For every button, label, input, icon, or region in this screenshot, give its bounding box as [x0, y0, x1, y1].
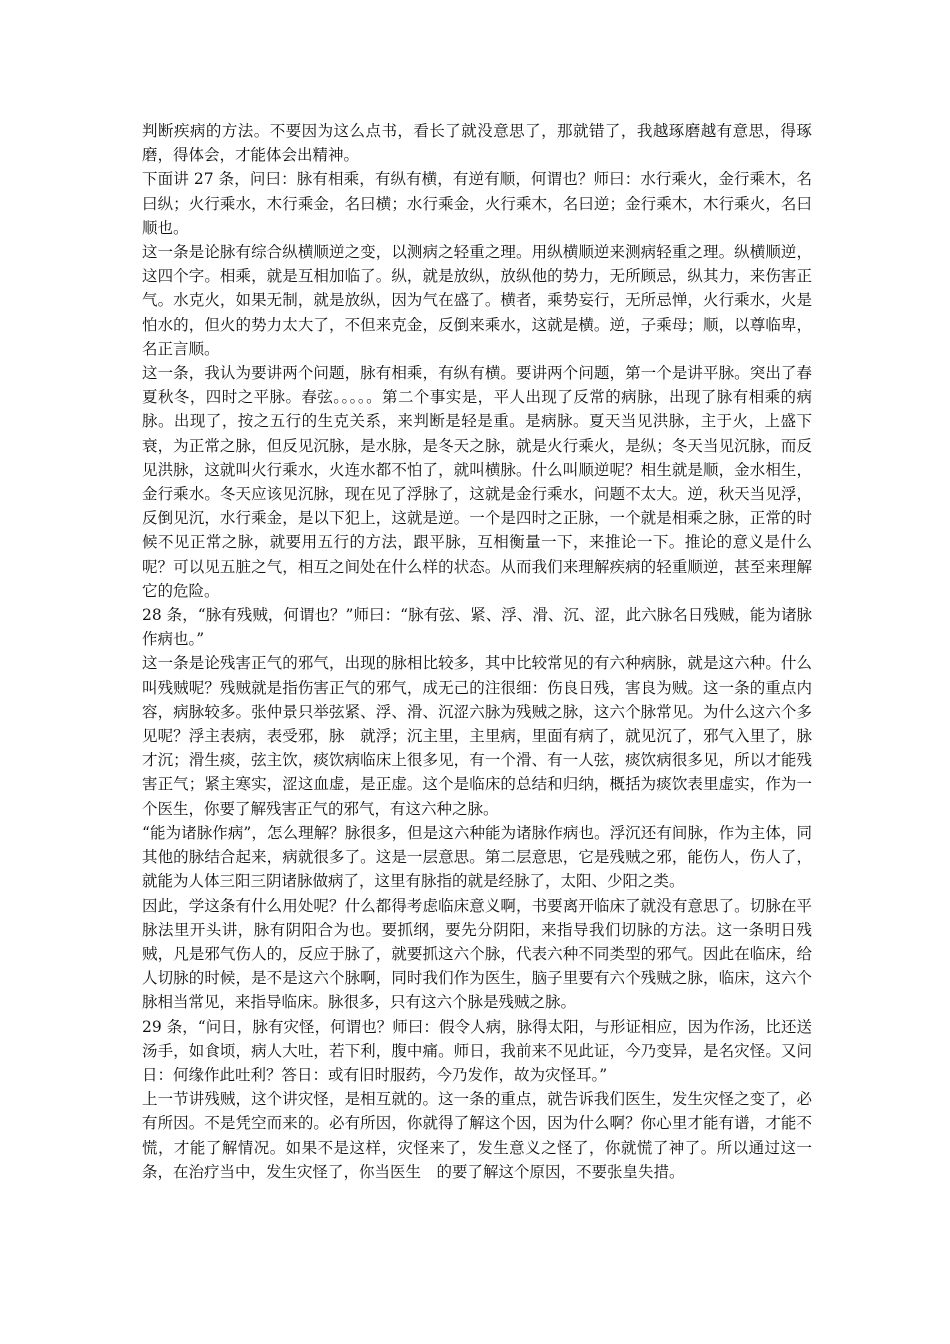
paragraph-3: 这一条是论脉有综合纵横顺逆之变，以测病之轻重之理。用纵横顺逆来测病轻重之理。纵横顺逆，这四个字。相乘，就是互相加临了。纵，就是放纵，放纵他的势力，无所顾忌，纵其力，来伤害正气。水克火，如果无制，就是放纵，因为气在盛了。横者，乘势妄行，无所忌惮，火行乘水，火是怕水的，但火的势力太大了，不但来克金，反倒来乘水，这就是横。逆，子乘母；顺，以尊临卑，名正言顺。	[142, 243, 812, 358]
paragraph-8: 因此，学这条有什么用处呢？什么都得考虑临床意义啊，书要离开临床了就没有意思了。切脉在平脉法里开头讲，脉有阴阳合为也。要抓纲，要先分阴阳，来指导我们切脉的方法。这一条明日残贼，凡是邪气伤人的，反应于脉了，就要抓这六个脉，代表六种不同类型的邪气。因此在临床，给人切脉的时候，是不是这六个脉啊，同时我们作为医生，脑子里要有六个残贼之脉，临床，这六个脉相当常见，来指导临床。脉很多，只有这六个脉是残贼之脉。	[142, 896, 812, 1012]
paragraph-5: 28 条，“脉有残贼，何谓也？”师曰：“脉有弦、紧、浮、滑、沉、涩，此六脉名日残贼，能为诸脉作病也。”	[142, 606, 812, 649]
paragraph-9: 29 条，“问日，脉有灾怪，何谓也？师曰：假令人病，脉得太阳，与形证相应，因为作汤，比还送汤手，如食顷，病人大吐，若下利，腹中痛。师日，我前来不见此证，今乃变异，是名灾怪。又问日：何缘作此吐利？答日：或有旧时服药，今乃发作，故为灾怪耳。”	[142, 1017, 812, 1084]
paragraph-1: 判断疾病的方法。不要因为这么点书，看长了就没意思了，那就错了，我越琢磨越有意思，得琢磨，得体会，才能体会出精神。	[142, 122, 812, 165]
paragraph-2: 下面讲 27 条，问曰：脉有相乘，有纵有横，有逆有顺，何谓也？师曰：水行乘火，金行乘木，名曰纵；火行乘水，木行乘金，名曰横；水行乘金，火行乘木，名曰逆；金行乘木，木行乘火，名曰顺也。	[142, 170, 812, 237]
paragraph-7: “能为诸脉作病”，怎么理解？脉很多，但是这六种能为诸脉作病也。浮沉还有间脉，作为主体，同其他的脉结合起来，病就很多了。这是一层意思。第二层意思，它是残贼之邪，能伤人，伤人了，就能为人体三阳三阴诸脉做病了，这里有脉指的就是经脉了，太阳、少阳之类。	[142, 823, 812, 891]
paragraph-10: 上一节讲残贼，这个讲灾怪，是相互就的。这一条的重点，就告诉我们医生，发生灾怪之变了，必有所因。不是凭空而来的。必有所因，你就得了解这个因，因为什么啊？你心里才能有谱，才能不慌，才能了解情况。如果不是这样，灾怪来了，发生意义之怪了，你就慌了神了。所以通过这一条，在治疗当中，发生灾怪了，你当医生 的要了解这个原因，不要张皇失措。	[142, 1090, 812, 1181]
document-body	[142, 119, 828, 1184]
paragraph-4: 这一条，我认为要讲两个问题，脉有相乘，有纵有横。要讲两个问题，第一个是讲平脉。突出了春夏秋冬，四时之平脉。春弦。。。。。第二个事实是，平人出现了反常的病脉，出现了脉有相乘的病脉。出现了，按之五行的生克关系，来判断是轻是重。是病脉。夏天当见洪脉，主于火，上盛下衰，为正常之脉，但反见沉脉，是水脉，是冬天之脉，就是火行乘火，是纵；冬天当见沉脉，而反见洪脉，这就叫火行乘水，火连水都不怕了，就叫横脉。什么叫顺逆呢？相生就是顺，金水相生，金行乘水。冬天应该见沉脉，现在见了浮脉了，这就是金行乘水，问题不太大。逆，秋天当见浮，反倒见沉，水行乘金，是以下犯上，这就是逆。一个是四时之正脉，一个就是相乘之脉，正常的时候不见正常之脉，就要用五行的方法，跟平脉，互相衡量一下，来推论一下。推论的意义是什么呢？可以见五脏之气，相互之间处在什么样的状态。从而我们来理解疾病的轻重顺逆，甚至来理解它的危险。	[142, 364, 812, 600]
paragraph-6: 这一条是论残害正气的邪气，出现的脉相比较多，其中比较常见的有六种病脉，就是这六种。什么叫残贼呢？残贼就是指伤害正气的邪气，成无己的注很细：伤良日残，害良为贼。这一条的重点内容，病脉较多。张仲景只举弦紧、浮、滑、沉涩六脉为残贼之脉，这六个脉常见。为什么这六个多见呢？浮主表病，表受邪，脉 就浮；沉主里，主里病，里面有病了，就见沉了，邪气入里了，脉 才沉；滑生痰，弦主饮，痰饮病临床上很多见，有一个滑、有一人弦，痰饮病很多见，所以才能残害正气；紧主寒实，涩这血虚，是正虚。这个是临床的总结和归纳，概括为痰饮表里虚实，作为一个医生，你要了解残害正气的邪气，有这六种之脉。	[142, 654, 828, 818]
